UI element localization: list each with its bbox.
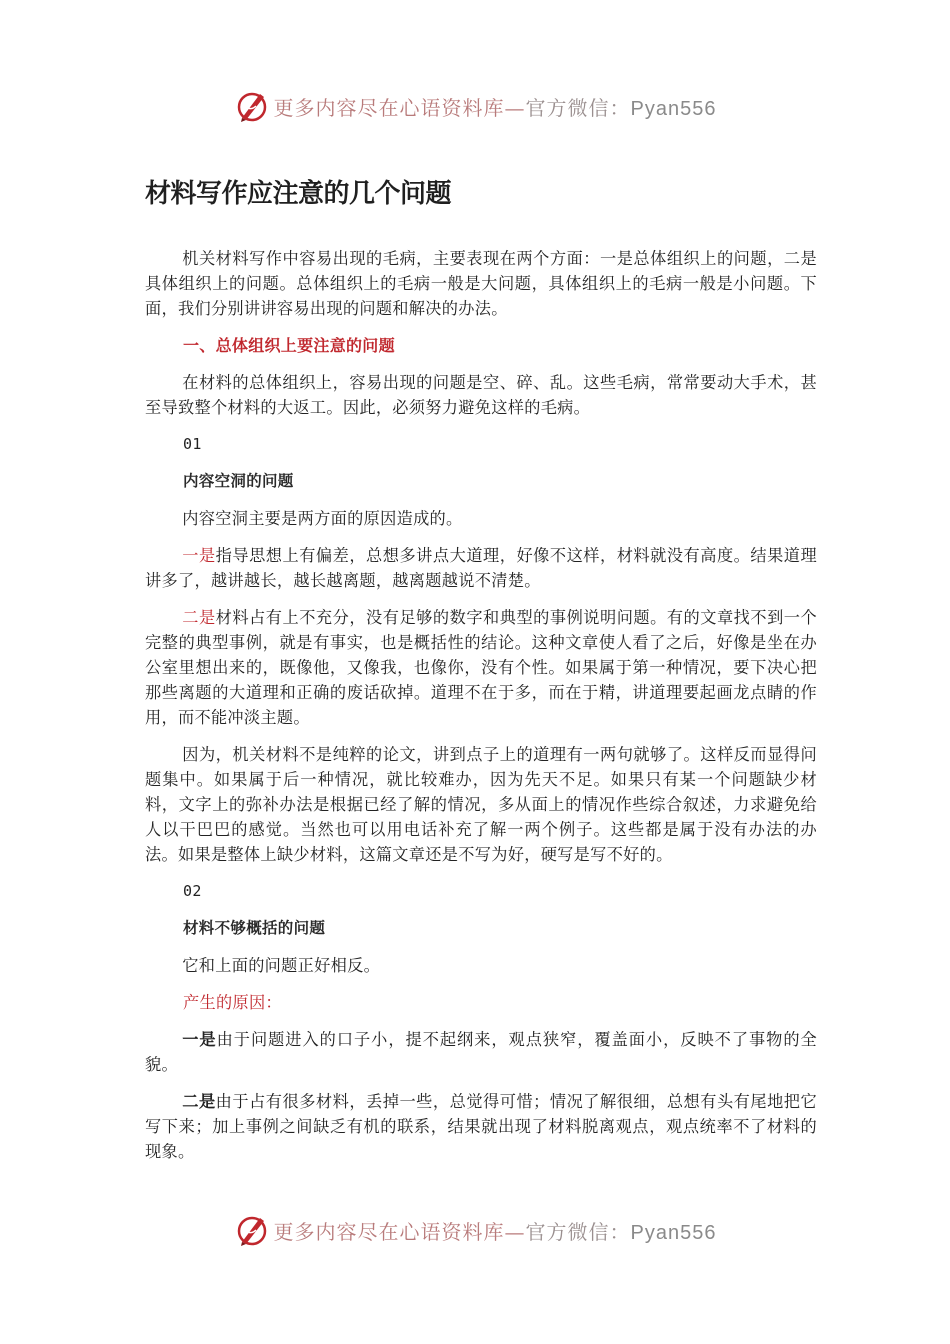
item1-lead: 内容空洞主要是两方面的原因造成的。 — [182, 509, 463, 528]
item1-extra-paragraph: 因为，机关材料不是纯粹的论文，讲到点子上的道理有一两句就够了。这样反而显得问题集中。如果属于后一种情况，就比较难办，因为先天不足。如果只有某一个问题缺少材料，文字上的弥补办法是根据已经了解的情况，多从面上的情况作些综合叙述，力求避免给人以干巴巴的感觉。当然也可以用电话补充了解一两个例子。这些都是属于没有办法的办法。如果是整体上缺少材料，这篇文章还是不写为好，硬写是写不好的。 — [145, 745, 817, 864]
item2-point1-label: 一是 — [182, 1030, 217, 1049]
footer-banner-inner — [234, 1212, 717, 1248]
item2-cause-heading: 产生的原因： — [183, 993, 282, 1012]
item2-point2-text: 由于占有很多材料，丢掉一些，总觉得可惜；情况了解很细，总想有头有尾地把它写下来；加上事例之间缺乏有机的联系，结果就出现了材料脱离观点，观点统率不了材料的现象。 — [145, 1092, 817, 1161]
article-body — [145, 172, 817, 1176]
banner-text-main: 更多内容尽在心语资料库 — [273, 95, 505, 120]
footer-banner-wechat-label: 官方微信： — [525, 1219, 631, 1244]
item1-point1 — [145, 543, 817, 593]
footer-banner — [0, 1208, 950, 1252]
footer-banner-wechat-id: Pyan556 — [630, 1221, 717, 1244]
item2-point2 — [145, 1089, 817, 1164]
item1-point2 — [145, 605, 817, 730]
item2-lead: 它和上面的问题正好相反。 — [182, 956, 381, 975]
banner-dash: — — [504, 95, 526, 120]
header-banner — [0, 84, 950, 128]
article-title: 材料写作应注意的几个问题 — [145, 179, 452, 209]
item1-number: 01 — [183, 435, 202, 453]
item2-heading: 材料不够概括的问题 — [183, 919, 326, 937]
footer-banner-text — [274, 1216, 717, 1245]
item2-point2-label: 二是 — [182, 1092, 216, 1111]
item1-heading: 内容空洞的问题 — [183, 472, 294, 490]
item2-point1-text: 由于问题进入的口子小，提不起纲来，观点狭窄，覆盖面小，反映不了事物的全貌。 — [145, 1030, 817, 1074]
pen-logo-icon — [234, 1212, 270, 1248]
section1-heading: 一、总体组织上要注意的问题 — [183, 336, 395, 355]
banner-wechat-label: 官方微信： — [525, 95, 631, 120]
item1-point2-label: 二是 — [182, 608, 216, 627]
banner-text — [274, 92, 717, 121]
item1-point1-label: 一是 — [182, 546, 216, 565]
pen-logo-icon — [234, 88, 270, 124]
banner-inner — [234, 88, 717, 124]
section1-intro-paragraph: 在材料的总体组织上，容易出现的问题是空、碎、乱。这些毛病，常常要动大手术，甚至导致整个材料的大返工。因此，必须努力避免这样的毛病。 — [145, 373, 817, 417]
item1-point2-text: 材料占有上不充分，没有足够的数字和典型的事例说明问题。有的文章找不到一个完整的典型事例，就是有事实，也是概括性的结论。这种文章使人看了之后，好像是坐在办公室里想出来的，既像他，又像我，也像你，没有个性。如果属于第一种情况，要下决心把那些离题的大道理和正确的废话砍掉。道理不在于多，而在于精，讲道理要起画龙点睛的作用，而不能冲淡主题。 — [145, 608, 817, 727]
footer-banner-text-main: 更多内容尽在心语资料库 — [273, 1219, 505, 1244]
item2-number: 02 — [183, 882, 202, 900]
item2-point1 — [145, 1027, 817, 1077]
item1-point1-text: 指导思想上有偏差，总想多讲点大道理，好像不这样，材料就没有高度。结果道理讲多了，越讲越长，越长越离题，越离题越说不清楚。 — [145, 546, 817, 590]
intro-paragraph: 机关材料写作中容易出现的毛病，主要表现在两个方面：一是总体组织上的问题，二是具体组织上的问题。总体组织上的毛病一般是大问题，具体组织上的毛病一般是小问题。下面，我们分别讲讲容易出现的问题和解决的办法。 — [145, 249, 817, 318]
footer-banner-dash: — — [504, 1219, 526, 1244]
banner-wechat-id: Pyan556 — [630, 97, 717, 120]
